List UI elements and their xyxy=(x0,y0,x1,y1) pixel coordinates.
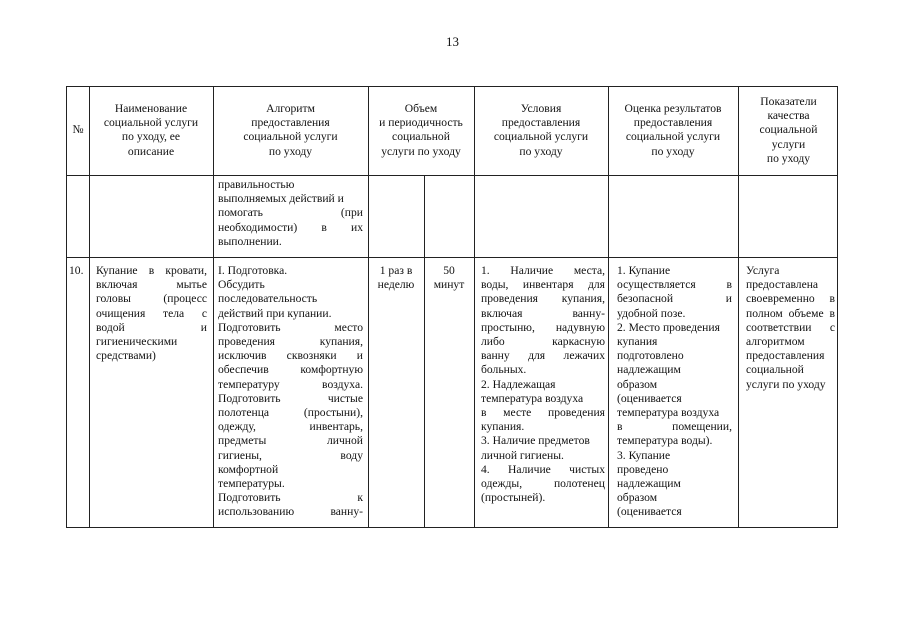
header-algorithm: Алгоритм предоставления социальной услуги по уходу xyxy=(243,102,338,158)
col-subdivider xyxy=(424,175,425,527)
header-volume: Объем и периодичность социальной услуги по уходу xyxy=(379,102,463,158)
col-divider xyxy=(474,87,475,527)
row-10-number: 10. xyxy=(69,264,84,277)
header-evaluation: Оценка результатов предоставления социальной услуги по уходу xyxy=(624,102,722,158)
header-num: № xyxy=(72,123,84,136)
header-indicators: Показатели качества социальной услуги по уходу xyxy=(759,95,818,165)
row-divider xyxy=(67,257,837,258)
row-10-service-name: Купание в кровати, включая мытье головы (процесс очищения тела с водой и гигиеническими средствами) xyxy=(96,264,207,363)
header-row-divider xyxy=(67,175,837,176)
col-divider xyxy=(738,87,739,527)
row-10-duration: 50 минут xyxy=(433,264,465,292)
col-divider xyxy=(608,87,609,527)
col-divider xyxy=(213,87,214,527)
row-10-algorithm: I. Подготовка. Обсудить последовательность действий при купании. Подготовить место проведения купания, исключив сквозняки и обеспечив комфортную температуру воздуха. Подготовить чистые полотенца (простыни), одежду, инвентарь, предметы личной гигиены, воду комфортной температуры. Подготовить к использованию ванну- xyxy=(218,264,363,519)
row-10-evaluation: 1. Купание осуществляется в безопасной и удобной позе. 2. Место проведения купания подготовлено надлежащим образом (оценивается температура воздуха в помещении, температура воды). 3. Купание проведено надлежащим образом (оценивается xyxy=(617,264,732,519)
row-10-indicators: Услуга предоставлена своевременно в полном объеме в соответствии с алгоритмом предоставления социальной услуги по уходу xyxy=(746,264,835,391)
row-10-frequency: 1 раз в неделю xyxy=(377,264,415,292)
header-service-name: Наименование социальной услуги по уходу, ее описание xyxy=(103,102,199,158)
col-divider xyxy=(89,87,90,527)
row-10-conditions: 1. Наличие места, воды, инвентаря для проведения купания, включая ванну- простыню, надувную либо каркасную ванну для лежачих больных. 2. Надлежащая температура воздуха в месте проведения купания. 3. Наличие предметов личной гигиены. 4. Наличие чистых одежды, полотенец (простыней). xyxy=(481,264,605,505)
page-number: 13 xyxy=(446,34,459,49)
services-table xyxy=(66,86,838,528)
continuation-algorithm: правильностью выполняемых действий и помогать (при необходимости) в их выполнении. xyxy=(218,178,363,248)
header-conditions: Условия предоставления социальной услуги по уходу xyxy=(493,102,589,158)
col-divider xyxy=(368,87,369,527)
